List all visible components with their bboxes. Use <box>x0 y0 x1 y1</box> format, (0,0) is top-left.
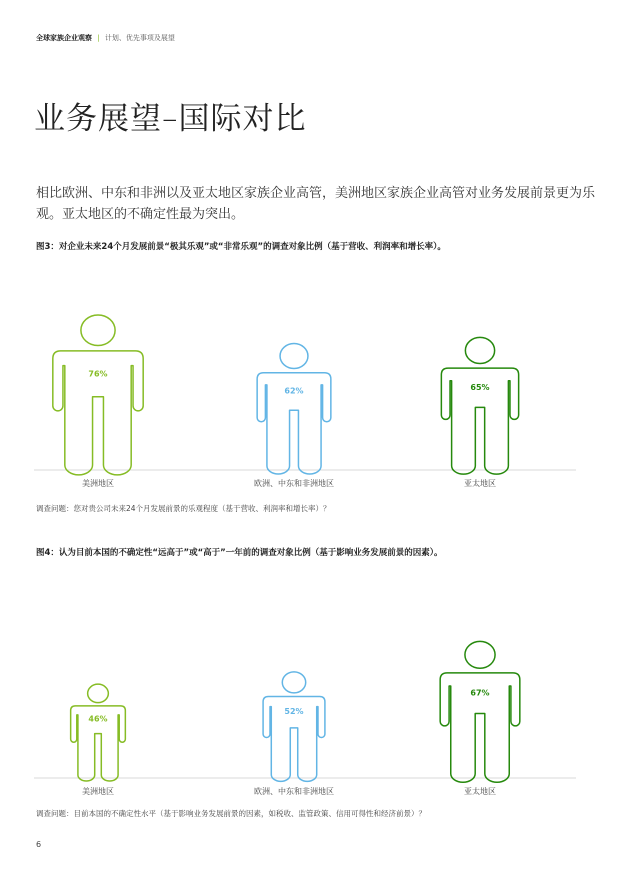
value-label: 76% <box>88 369 108 379</box>
value-label: 52% <box>284 707 304 717</box>
page-header <box>36 33 175 43</box>
category-label: 亚太地区 <box>464 787 496 796</box>
figure-head <box>465 641 495 668</box>
figure-4-survey-question: 调查问题：目前本国的不确定性水平（基于影响业务发展前景的因素，如税收、监管政策、信用可得性和经济前景）？ <box>36 809 426 818</box>
value-label: 65% <box>470 383 490 393</box>
header-brand: 全球家族企业观察 <box>36 34 92 42</box>
figure-head <box>81 315 115 346</box>
figure-4-svg <box>34 570 576 800</box>
header-separator: | <box>97 34 100 42</box>
figure-bar-2 <box>263 672 325 781</box>
value-label: 46% <box>88 714 108 724</box>
figure-bar-1 <box>53 315 143 475</box>
figure-3-chart <box>34 262 576 492</box>
figure-bar-3 <box>440 641 520 782</box>
figure-3-survey-question: 调查问题：您对贵公司未来24个月发展前景的乐观程度（基于营收、利润率和增长率）？ <box>36 504 331 513</box>
figure-bar-3 <box>441 337 518 474</box>
category-label: 美洲地区 <box>82 787 114 796</box>
figure-3-svg <box>34 262 576 492</box>
figure-bar-1 <box>71 684 126 781</box>
figure-4-title: 图4：认为目前本国的不确定性“远高于”或“高于”一年前的调查对象比例（基于影响业务发展前景的因素）。 <box>36 548 443 558</box>
figure-4-chart <box>34 570 576 800</box>
category-label: 美洲地区 <box>82 479 114 488</box>
figure-head <box>280 344 308 369</box>
page-number: 6 <box>36 840 42 849</box>
category-label: 欧洲、中东和非洲地区 <box>254 479 334 488</box>
category-label: 欧洲、中东和非洲地区 <box>254 787 334 796</box>
value-label: 62% <box>284 386 304 396</box>
figure-3-title: 图3：对企业未来24个月发展前景“极其乐观”或“非常乐观”的调查对象比例（基于营收、利润率和增长率）。 <box>36 242 446 252</box>
intro-paragraph: 相比欧洲、中东和非洲以及亚太地区家族企业高管，美洲地区家族企业高管对业务发展前景更为乐观。亚太地区的不确定性最为突出。 <box>36 186 596 222</box>
figure-head <box>282 672 305 693</box>
page-title: 业务展望–国际对比 <box>34 101 307 137</box>
category-label: 亚太地区 <box>464 479 496 488</box>
value-label: 67% <box>470 688 490 698</box>
figure-head <box>88 684 109 702</box>
figure-bar-2 <box>257 344 331 474</box>
header-section: 计划、优先事项及展望 <box>104 34 175 42</box>
figure-head <box>465 337 494 363</box>
